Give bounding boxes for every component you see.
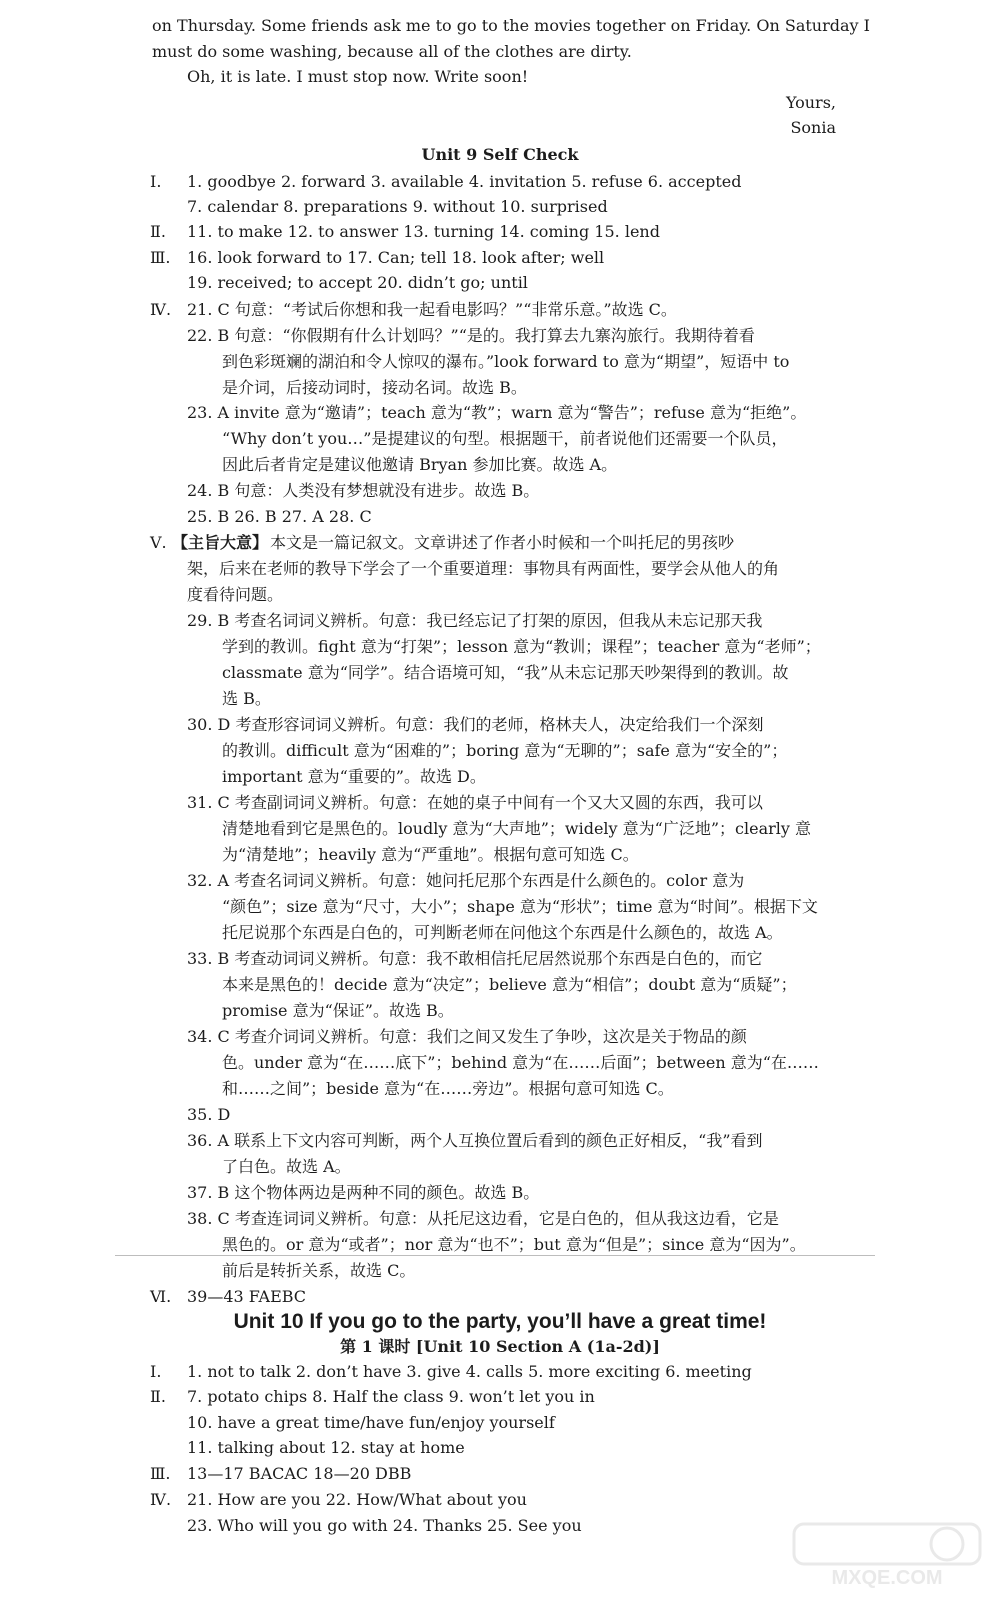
roman-numeral: Ⅱ. [150,1387,166,1406]
divider [115,1255,875,1256]
roman-numeral: Ⅰ. [150,1362,162,1381]
answer-key-page: on Thursday. Some friends ask me to go to the movies together on Friday. On Saturday I must do some washing, because all of the clothes are dirty. Oh, it is late. I must stop now. Write soon! Yours, Sonia Unit 9 Self Check Ⅰ. 1. goodbye 2. forward 3. available 4. invitation 5. refuse 6. accepted 7. calendar 8. preparations 9. without 10. surprised Ⅱ. 11. to make 12. to answer 13. turning 14. coming 15. lend Ⅲ. 16. look forward to 17. Can; tell 18. look after; well 19. received; to accept 20. didn’t go; until Ⅳ. 21. C 句意：“考试后你想和我一起看电影吗？”“非常乐意。”故选 C。 22. B 句意：“你假期有什么计划吗？”“是的。我打算去九寨沟旅行。我期待着看 到色彩斑斓的湖泊和令人惊叹的瀑布。”look forward to 意为“期望”，短语中 to 是介词，后接动词时，接动名词。故选 B。 23. A invite 意为“邀请”；teach 意为“教”；warn 意为“警告”；refuse 意为“拒绝”。 “Why don’t you…”是提建议的句型。根据题干，前者说他们还需要一个队员， 因此后者肯定是建议他邀请 Bryan 参加比赛。故选 A。 24. B 句意：人类没有梦想就没有进步。故选 B。 25. B 26. B 27. A 28. C Ⅴ. 【主旨大意】 本文是一篇记叙文。文章讲述了作者小时候和一个叫托尼的男孩吵 架，后来在老师的教导下学会了一个重要道理：事物具有两面性，要学会从他人的角 度看待问题。 29. B 考查名词词义辨析。句意：我已经忘记了打架的原因，但我从未忘记那天我 学到的教训。fight 意为“打架”；lesson 意为“教训；课程”；teacher 意为“老师”； classmate 意为“同学”。结合语境可知，“我”从未忘记那天吵架得到的教训。故 选 B。 30. D 考查形容词词义辨析。句意：我们的老师，格林夫人，决定给我们一个深刻 的教训。difficult 意为“困难的”；boring 意为“无聊的”；safe 意为“安全的”； important 意为“重要的”。故选 D。 31. C 考查副词词义辨析。句意：在她的桌子中间有一个又大又圆的东西，我可以 清楚地看到它是黑色的。loudly 意为“大声地”；widely 意为“广泛地”；clearly 意 为“清楚地”；heavily 意为“严重地”。根据句意可知选 C。 32. A 考查名词词义辨析。句意：她问托尼那个东西是什么颜色的。color 意为 “颜色”；size 意为“尺寸，大小”；shape 意为“形状”；time 意为“时间”。根据下文 托尼说那个东西是白色的，可判断老师在问他这个东西是什么颜色的，故选 A。 33. B 考查动词词义辨析。句意：我不敢相信托尼居然说那个东西是白色的，而它 本来是黑色的！decide 意为“决定”；believe 意为“相信”；doubt 意为“质疑”； promise 意为“保证”。故选 B。 34. C 考查介词词义辨析。句意：我们之间又发生了争吵，这次是关于物品的颜 色。under 意为“在……底下”；behind 意为“在……后面”；between 意为“在…… 和……之间”；beside 意为“在……旁边”。根据句意可知选 C。 35. D 36. A 联系上下文内容可判断，两个人互换位置后看到的颜色正好相反，“我”看到 了白色。故选 A。 37. B 这个物体两边是两种不同的颜色。故选 B。 38. C 考查连词词义辨析。句意：从托尼这边看，它是白色的，但从我这边看，它是 黑色的。or 意为“或者”；nor 意为“也不”；but 意为“但是”；since 意为“因为”。 前后是转折关系，故选 C。 Ⅵ. 39—43 FAEBC Unit 10 If you go to the party, you’ll have a great time! 第 1 课时 [Unit 10 Section A (1a-2d)] Ⅰ. 1. not to talk 2. don’t have 3. give 4. calls 5. more exciting 6. meeting Ⅱ. 7. potato chips 8. Half the class 9. won’t let you in 10. have a great time/have fun/enjoy yourself 11. talking about 12. stay at home Ⅲ. 13—17 BACAC 18—20 DBB Ⅳ. 21. How are you 22. How/What about you 23. Who will you go with 24. Thanks 25. See you MXQE.COM [0,0,1000,1600]
roman-numeral: Ⅲ. [150,248,171,267]
roman-numeral: Ⅰ. [150,172,162,191]
roman-numeral: Ⅳ. [150,300,172,319]
lesson-title: 第 1 课时 [Unit 10 Section A (1a-2d)] [340,1337,660,1356]
watermark-text: MXQE.COM [831,1567,943,1588]
roman-numeral: Ⅲ. [150,1464,171,1483]
roman-numeral: Ⅴ. [150,533,167,552]
roman-numeral: Ⅵ. [150,1287,172,1306]
watermark-logo [792,1522,982,1588]
watermark-badge [931,1528,963,1560]
roman-numeral: Ⅱ. [150,222,166,241]
unit-title: Unit 10 If you go to the party, you’ll have a great time! [233,1310,767,1333]
section-title: Unit 9 Self Check [421,145,579,164]
main-idea-tag: 【主旨大意】 [172,533,269,552]
roman-numeral: Ⅳ. [150,1490,172,1509]
